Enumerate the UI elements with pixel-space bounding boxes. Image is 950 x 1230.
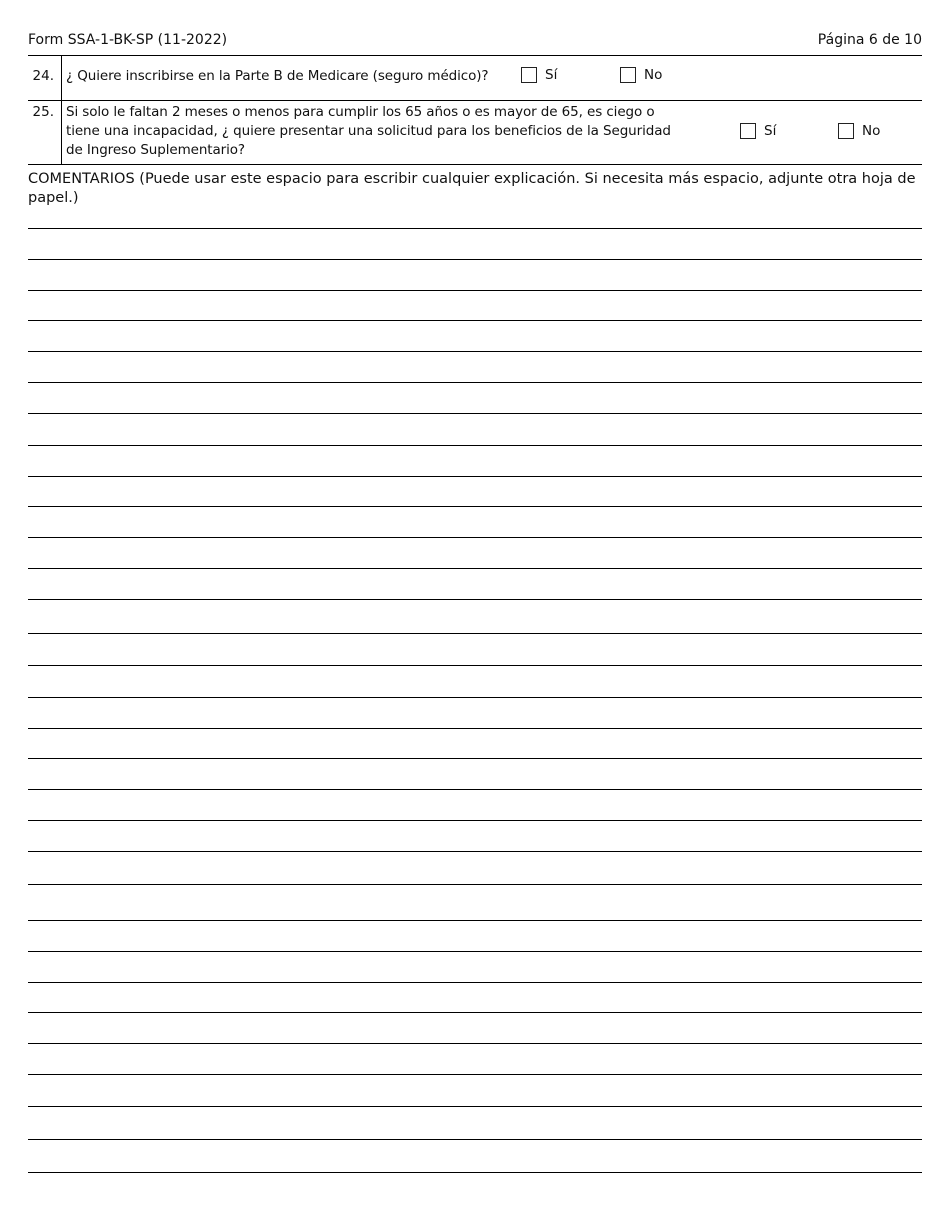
option-label: Sí bbox=[764, 123, 777, 139]
comment-line[interactable] bbox=[28, 820, 922, 821]
comment-line[interactable] bbox=[28, 697, 922, 698]
comment-line[interactable] bbox=[28, 789, 922, 790]
question-line: de Ingreso Suplementario? bbox=[66, 142, 245, 158]
q25-yes-option[interactable] bbox=[740, 123, 776, 139]
comment-line[interactable] bbox=[28, 290, 922, 291]
table-bottom-border bbox=[28, 164, 922, 165]
comment-line[interactable] bbox=[28, 1074, 922, 1075]
comment-line[interactable] bbox=[28, 1139, 922, 1140]
comment-line[interactable] bbox=[28, 1172, 922, 1173]
table-top-border bbox=[28, 55, 922, 56]
comment-line[interactable] bbox=[28, 951, 922, 952]
q25-no-checkbox[interactable] bbox=[838, 123, 854, 139]
comment-line[interactable] bbox=[28, 382, 922, 383]
page-number: Página 6 de 10 bbox=[817, 32, 922, 48]
option-label: No bbox=[862, 123, 881, 139]
comment-line[interactable] bbox=[28, 599, 922, 600]
comment-line[interactable] bbox=[28, 1106, 922, 1107]
option-label: No bbox=[644, 67, 663, 83]
comment-line[interactable] bbox=[28, 1043, 922, 1044]
comment-line[interactable] bbox=[28, 920, 922, 921]
number-column-divider bbox=[61, 55, 62, 164]
q24-no-option[interactable] bbox=[620, 67, 662, 83]
comment-line[interactable] bbox=[28, 537, 922, 538]
comment-line[interactable] bbox=[28, 228, 922, 229]
question-text bbox=[66, 103, 706, 160]
question-number: 24. bbox=[32, 68, 54, 84]
comment-line[interactable] bbox=[28, 476, 922, 477]
question-line: Si solo le faltan 2 meses o menos para cumplir los 65 años o es mayor de 65, es ciego o bbox=[66, 104, 655, 120]
q24-no-checkbox[interactable] bbox=[620, 67, 636, 83]
q25-yes-checkbox[interactable] bbox=[740, 123, 756, 139]
comment-line[interactable] bbox=[28, 320, 922, 321]
comment-line[interactable] bbox=[28, 1012, 922, 1013]
question-line: tiene una incapacidad, ¿ quiere presentar una solicitud para los beneficios de la Seguridad bbox=[66, 123, 671, 139]
comment-line[interactable] bbox=[28, 982, 922, 983]
row-divider bbox=[28, 100, 922, 101]
q25-no-option[interactable] bbox=[838, 123, 880, 139]
comment-line[interactable] bbox=[28, 568, 922, 569]
comments-label: COMENTARIOS (Puede usar este espacio para escribir cualquier explicación. Si necesita más espacio, adjunte otra hoja de papel.) bbox=[28, 171, 916, 206]
question-number: 25. bbox=[32, 104, 54, 120]
comment-line[interactable] bbox=[28, 633, 922, 634]
option-label: Sí bbox=[545, 67, 558, 83]
q24-yes-option[interactable] bbox=[521, 67, 557, 83]
comment-line[interactable] bbox=[28, 413, 922, 414]
comment-line[interactable] bbox=[28, 851, 922, 852]
comment-line[interactable] bbox=[28, 351, 922, 352]
question-text: ¿ Quiere inscribirse en la Parte B de Medicare (seguro médico)? bbox=[66, 68, 489, 84]
comment-line[interactable] bbox=[28, 758, 922, 759]
comment-line[interactable] bbox=[28, 445, 922, 446]
comment-line[interactable] bbox=[28, 259, 922, 260]
comment-line[interactable] bbox=[28, 506, 922, 507]
page-header bbox=[28, 32, 922, 50]
q24-yes-checkbox[interactable] bbox=[521, 67, 537, 83]
comment-line[interactable] bbox=[28, 728, 922, 729]
comment-line[interactable] bbox=[28, 665, 922, 666]
form-id: Form SSA-1-BK-SP (11-2022) bbox=[28, 32, 228, 48]
comment-line[interactable] bbox=[28, 884, 922, 885]
